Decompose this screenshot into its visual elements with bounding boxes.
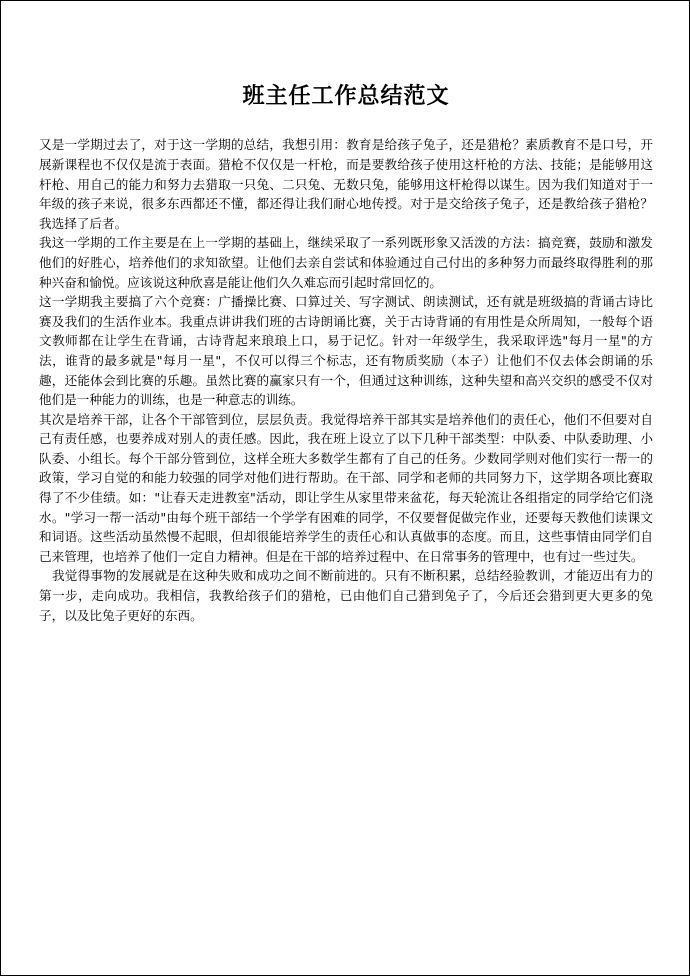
paragraph-4: 其次是培养干部，让各个干部管到位，层层负责。我觉得培养干部其实是培养他们的责任心，他们不但要对自己有责任感，也要养成对别人的责任感。因此，我在班上设立了以下几种干部类型：中队委、中队委助理、小队委、小组长。每个干部分管到位，这样全班大多数学生都有了自己的任务。少数同学则对他们实行一帮一的政策，学习自觉的和能力较强的同学对他们进行帮助。在干部、同学和老师的共同努力下，这学期各项比赛取得了不少佳绩。如："让春天走进教室"活动，即让学生从家里带来盆花，每天轮流让各组指定的同学给它们浇水。"学习一帮一活动"由每个班干部结一个学学有困难的同学，不仅要督促做完作业，还要每天教他们读课文和词语。这些活动虽然慢不起眼，但却很能培养学生的责任心和认真做事的态度。而且，这些事情由同学们自己来管理，也培养了他们一定自力精神。但是在干部的培养过程中、在日常事务的管理中，也有过一些过失。 [39,411,653,564]
document-text-block [39,135,653,625]
paragraph-5: 我觉得事物的发展就是在这种失败和成功之间不断前进的。只有不断积累，总结经验教训，才能迈出有力的第一步，走向成功。我相信，我教给孩子们的猎枪，已由他们自己猎到兔子了，今后还会猎到更大更多的兔子，以及比兔子更好的东西。 [39,568,653,623]
paragraph-2: 我这一学期的工作主要是在上一学期的基础上，继续采取了一系列既形象又活泼的方法：搞竞赛，鼓励和激发他们的好胜心，培养他们的求知欲望。让他们去亲自尝试和体验通过自己付出的多种努力而最终取得胜利的那种兴奋和愉悦。应该说这种欣喜是能让他们久久难忘而引起时常回忆的。 [39,235,653,290]
page-title: 班主任工作总结范文 [242,83,450,109]
paragraph-3: 这一学期我主要搞了六个竞赛：广播操比赛、口算过关、写字测试、朗读测试，还有就是班级搞的背诵古诗比赛及我们的生活作业本。我重点讲讲我们班的古诗朗诵比赛，关于古诗背诵的有用性是众所周知，一般每个语文教师都在让学生在背诵，古诗背起来琅琅上口，易于记忆。针对一年级学生，我采取评选"每月一星"的方法，谁背的最多就是"每月一星"，不仅可以得三个标志，还有物质奖励（本子）让他们不仅去体会朗诵的乐趣，还能体会到比赛的乐趣。虽然比赛的赢家只有一个，但通过这种训练，这种失望和高兴交织的感受不仅对他们是一种能力的训练，也是一种意志的训练。 [39,294,653,408]
document-body [39,83,653,625]
paragraph-1: 又是一学期过去了，对于这一学期的总结，我想引用：教育是给孩子兔子，还是猎枪？素质教育不是口号，开展新课程也不仅仅是流于表面。猎枪不仅仅是一杆枪，而是要教给孩子使用这杆枪的方法、技能；是能够用这杆枪、用自己的能力和努力去猎取一只兔、二只兔、无数只兔，能够用这杆枪得以谋生。因为我们知道对于一年级的孩子来说，很多东西都还不懂，都还得让我们耐心地传授。对于是交给孩子兔子，还是教给孩子猎枪？我选择了后者。 [39,137,653,231]
